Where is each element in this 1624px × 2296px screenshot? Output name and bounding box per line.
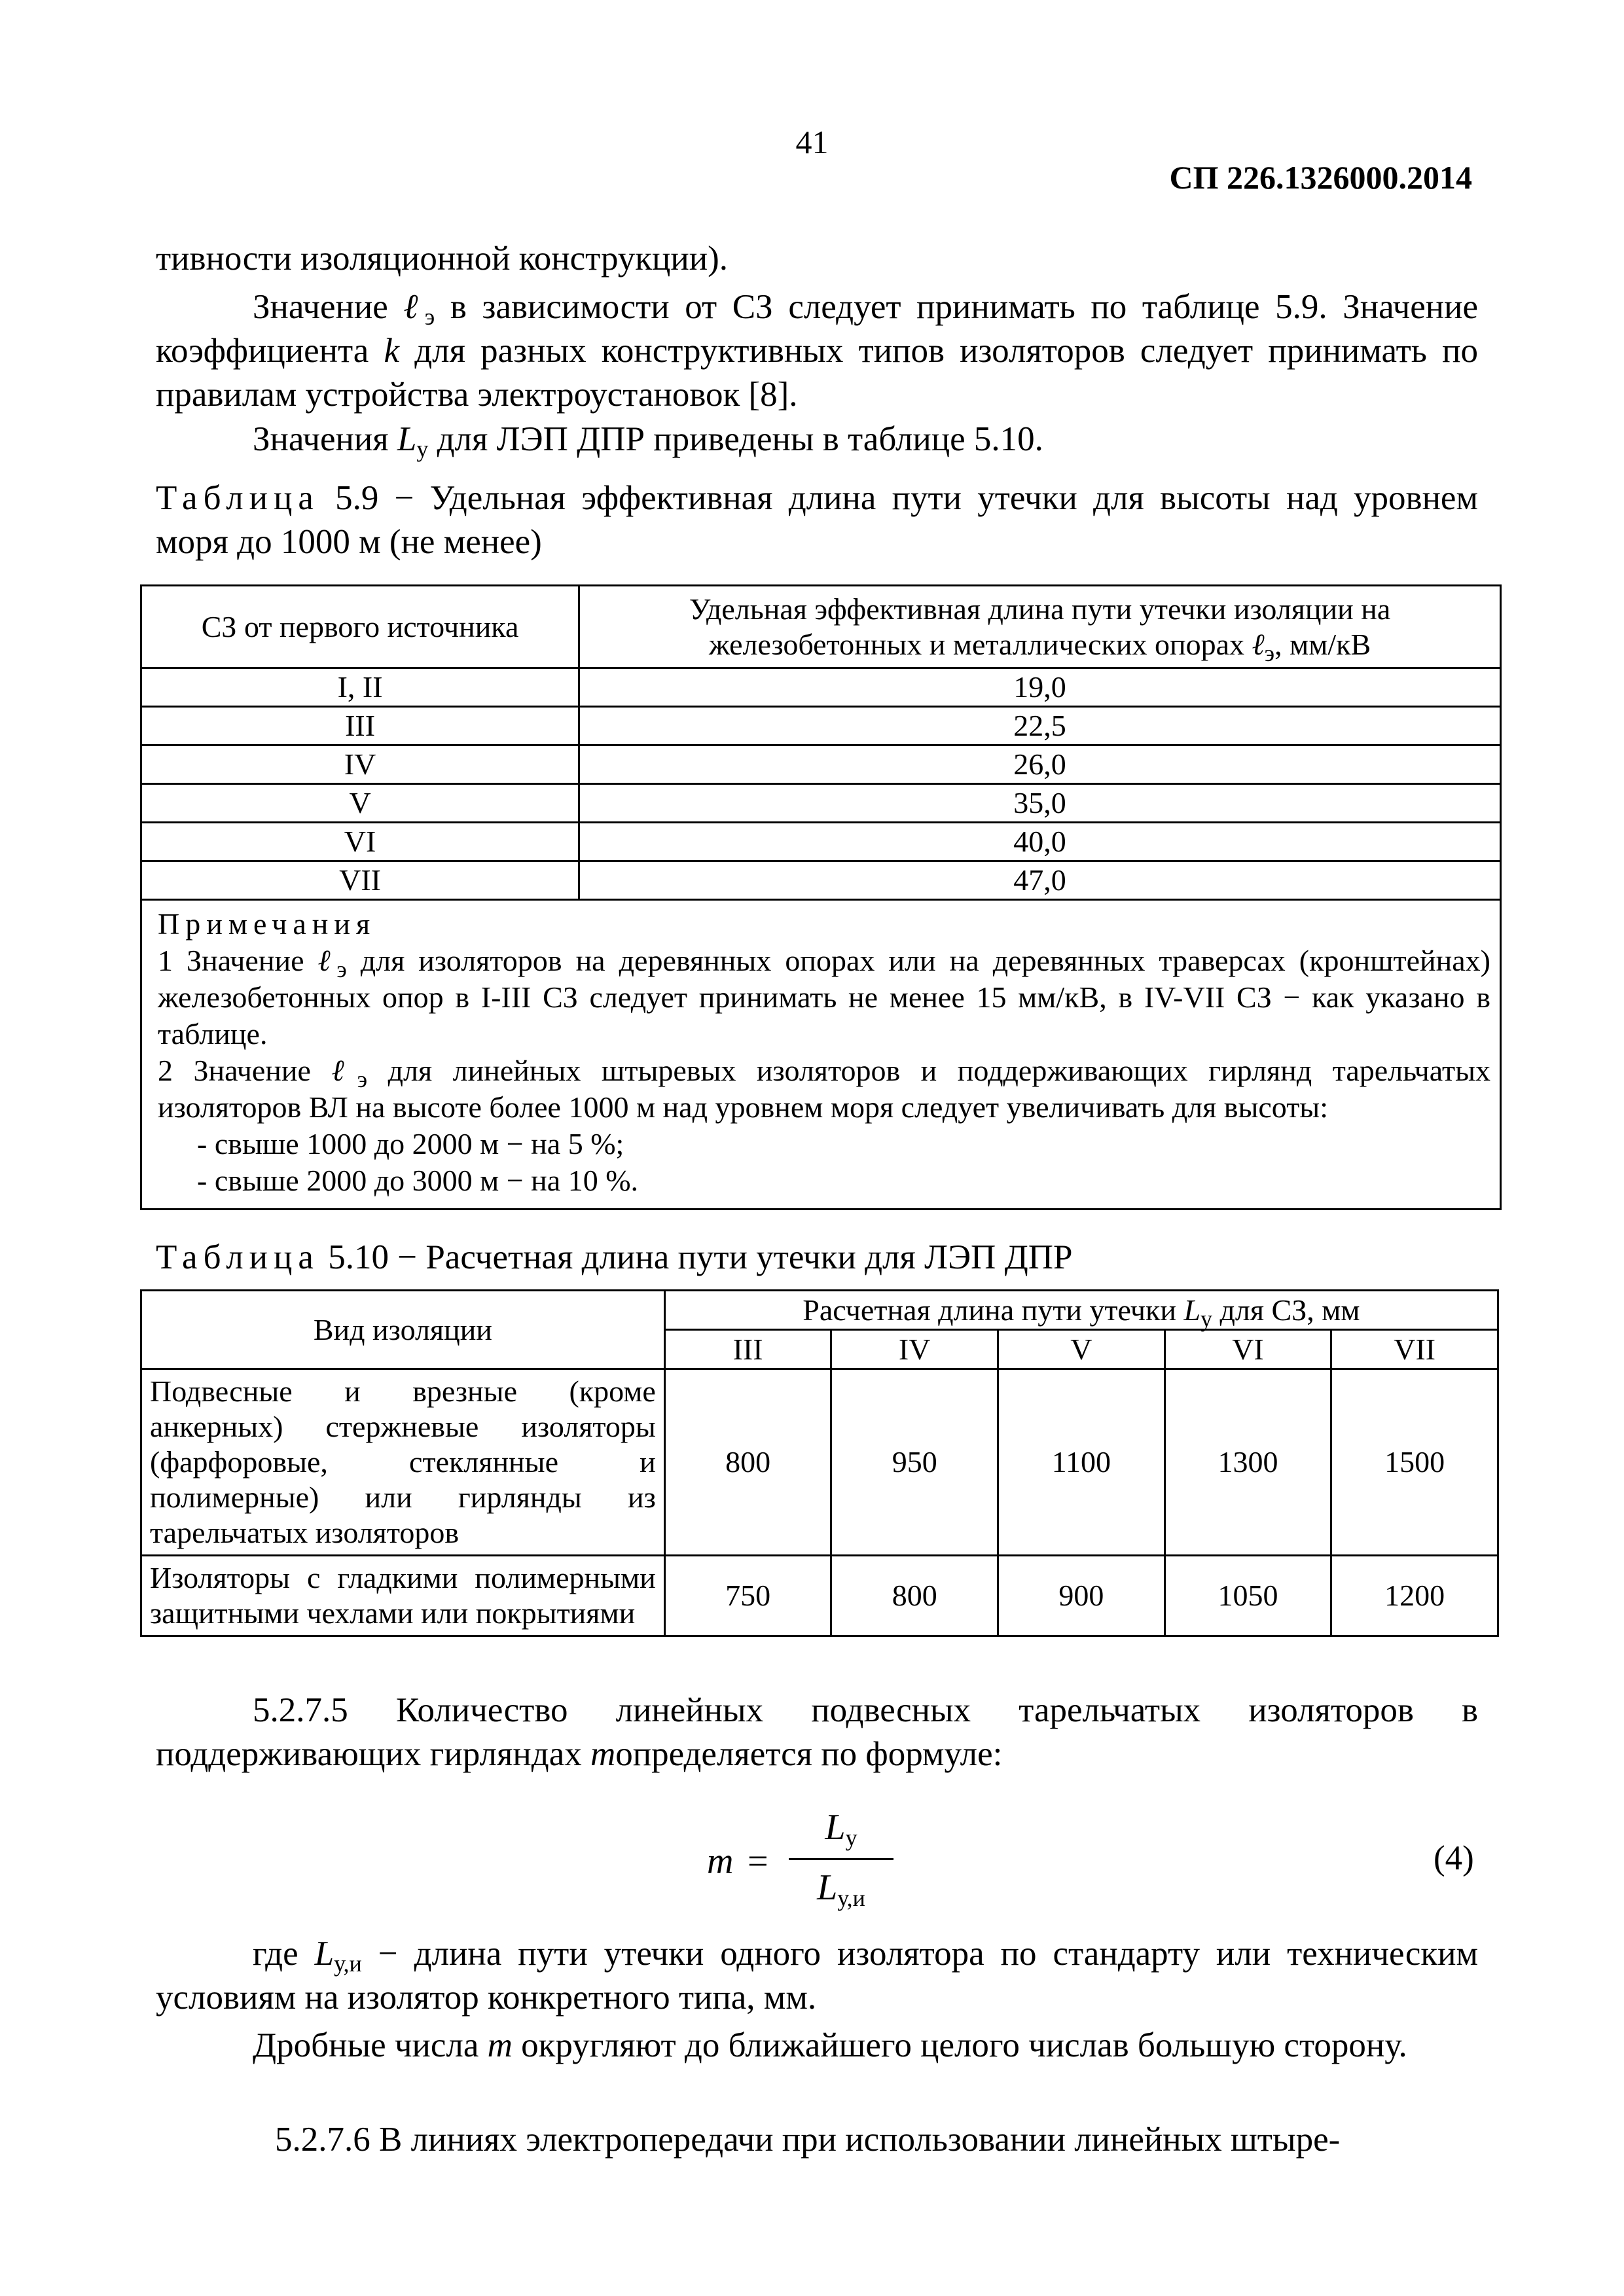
table-row: III 22,5: [141, 707, 1501, 745]
paragraph-fractional: Дробные числа m округляют до ближайшего целого числав большую сторону.: [253, 2026, 1407, 2064]
formula-number: (4): [1434, 1839, 1474, 1877]
table-header-cell: Расчетная длина пути утечки $L_у$ для СЗ, мм: [664, 1291, 1498, 1330]
table-row: VI 40,0: [141, 823, 1501, 861]
table-header-cell: VII: [1331, 1330, 1498, 1369]
notes-title: Примечания: [158, 907, 376, 941]
table-row: I, II 19,0: [141, 668, 1501, 707]
paragraph-5-2-7-5: 5.2.7.5 Количество линейных подвесных тарельчатых изоляторов в поддерживающих гирляндах mопределяется по формуле:: [156, 1691, 1478, 1773]
table-5-9-caption: Таблица 5.9 − Удельная эффективная длина пути утечки для высоты над уровнем моря до 1000 м (не менее): [156, 479, 1478, 561]
table-header-cell: IV: [831, 1330, 998, 1369]
table-notes: [141, 900, 1501, 1210]
table-header-cell: V: [998, 1330, 1165, 1369]
paragraph-ly-values: Значения $L_у$ для ЛЭП ДПР приведены в таблице 5.10.: [253, 420, 1043, 462]
document-page: 41 СП 226.1326000.2014 тивности изоляционной конструкции). Значение ℓ$_э$ в зависимости от СЗ следует принимать по таблице 5.9. Значение коэффициента k для разных конструктивных типов изоляторов следует принимать по правилам устройства электроустановок [8]. Значения $L_у$ для ЛЭП ДПР приведены в таблице 5.10. Таблица 5.9 − Удельная эффективная длина пути утечки для высоты над уровнем моря до 1000 м (не менее) СЗ от первого источника Удельная эффективная длина пути утечки изоляции на железобетонных и металлических опорах ℓ$_э$, мм/кВ I, II 19,0 III 22,5 IV 26,0 V 35,0 VI 40,0 VII 47,0 Примечания 1 Значение ℓ$_э$ для изоляторов на деревянных опорах или на деревянных траверсах (кронштейнах) железобетонных опор в I-III СЗ следует принимать не менее 15 мм/кВ, в IV-VII СЗ − как указано в таблице. 2 Значение ℓ$_э$ для линейных штыревых изоляторов и поддерживающих гирлянд тарельчатых изоляторов ВЛ на высоте более 1000 м над уровнем моря следует увеличивать для высоты: - свыше 1000 до 2000 м − на 5 %; - свыше 2000 до 3000 м − на 10 %. Таблица 5.10 − Расчетная длина пути утечки для ЛЭП ДПР Вид изоляции Расчетная длина пути утечки $L_у$ для СЗ, мм III IV V VI VII Подвесные и врезные (кроме анкерных) стержневые изоляторы (фарфоровые, стеклянные и полимерные) или гирлянды из тарельчатых изоляторов 800 950 1100 1300 1500 Изоляторы с гладкими полимерными защитными чехлами или покрытиями 750 800 900 1050 1200 5.2.7.5 Количество линейных подвесных тарельчатых изоляторов в поддерживающих гирляндах mопределяется по формуле: m = $L_у$ $L_{у,и}$ (4) где $L_{у,и}$ − длина пути утечки одного изолятора по стандарту или техническим условиям на изолятор конкретного типа, мм. Дробные числа m округляют до ближайшего целого числав большую сторону. 5.2.7.6 В линиях электропередачи при использовании линейных штыре-: [0, 0, 1624, 2296]
table-header-cell: VI: [1164, 1330, 1331, 1369]
note-1: 1 Значение ℓ$_э$ для изоляторов на деревянных опорах или на деревянных траверсах (кронштейнах) железобетонных опор в I-III СЗ следует принимать не менее 15 мм/кВ, в IV-VII СЗ − как указано в таблице.: [158, 944, 1490, 1050]
paragraph-where: где $L_{у,и}$ − длина пути утечки одного изолятора по стандарту или техническим условиям на изолятор конкретного типа, мм.: [156, 1935, 1478, 2017]
paragraph-continuation: тивности изоляционной конструкции).: [156, 240, 729, 278]
paragraph-le-value: Значение ℓ$_э$ в зависимости от СЗ следует принимать по таблице 5.9. Значение коэффициента k для разных конструктивных типов изоляторов следует принимать по правилам устройства электроустановок [8].: [156, 288, 1479, 414]
table-header-cell: СЗ от первого источника: [141, 586, 579, 668]
page-number: 41: [795, 124, 829, 160]
table-row: VII 47,0: [141, 861, 1501, 900]
table-5-9: [140, 584, 1502, 1210]
table-row: IV 26,0: [141, 745, 1501, 784]
table-header-cell: Удельная эффективная длина пути утечки изоляции на железобетонных и металлических опорах ℓ$_э$, мм/кВ: [579, 586, 1501, 668]
table-header-cell: Вид изоляции: [141, 1291, 665, 1369]
formula-numerator: $L_у$: [825, 1807, 857, 1851]
table-5-10-caption: Таблица 5.10 − Расчетная длина пути утечки для ЛЭП ДПР: [156, 1238, 1073, 1276]
formula-denominator: $L_{у,и}$: [817, 1867, 865, 1911]
note-2-item: - свыше 1000 до 2000 м − на 5 %;: [197, 1127, 624, 1160]
document-code: СП 226.1326000.2014: [1169, 159, 1472, 196]
note-2-item: - свыше 2000 до 3000 м − на 10 %.: [197, 1164, 639, 1197]
table-row: Изоляторы с гладкими полимерными защитными чехлами или покрытиями 750 800 900 1050 1200: [141, 1556, 1498, 1636]
note-2: 2 Значение ℓ$_э$ для линейных штыревых изоляторов и поддерживающих гирлянд тарельчатых изоляторов ВЛ на высоте более 1000 м над уровнем моря следует увеличивать для высоты:: [158, 1054, 1490, 1124]
table-header-cell: III: [664, 1330, 831, 1369]
fraction-bar: [789, 1858, 893, 1860]
paragraph-5-2-7-6: 5.2.7.6 В линиях электропередачи при использовании линейных штыре-: [275, 2121, 1341, 2159]
table-row: V 35,0: [141, 784, 1501, 823]
table-row: Подвесные и врезные (кроме анкерных) стержневые изоляторы (фарфоровые, стеклянные и полимерные) или гирлянды из тарельчатых изоляторов 800 950 1100 1300 1500: [141, 1369, 1498, 1556]
table-5-10: [140, 1289, 1499, 1637]
